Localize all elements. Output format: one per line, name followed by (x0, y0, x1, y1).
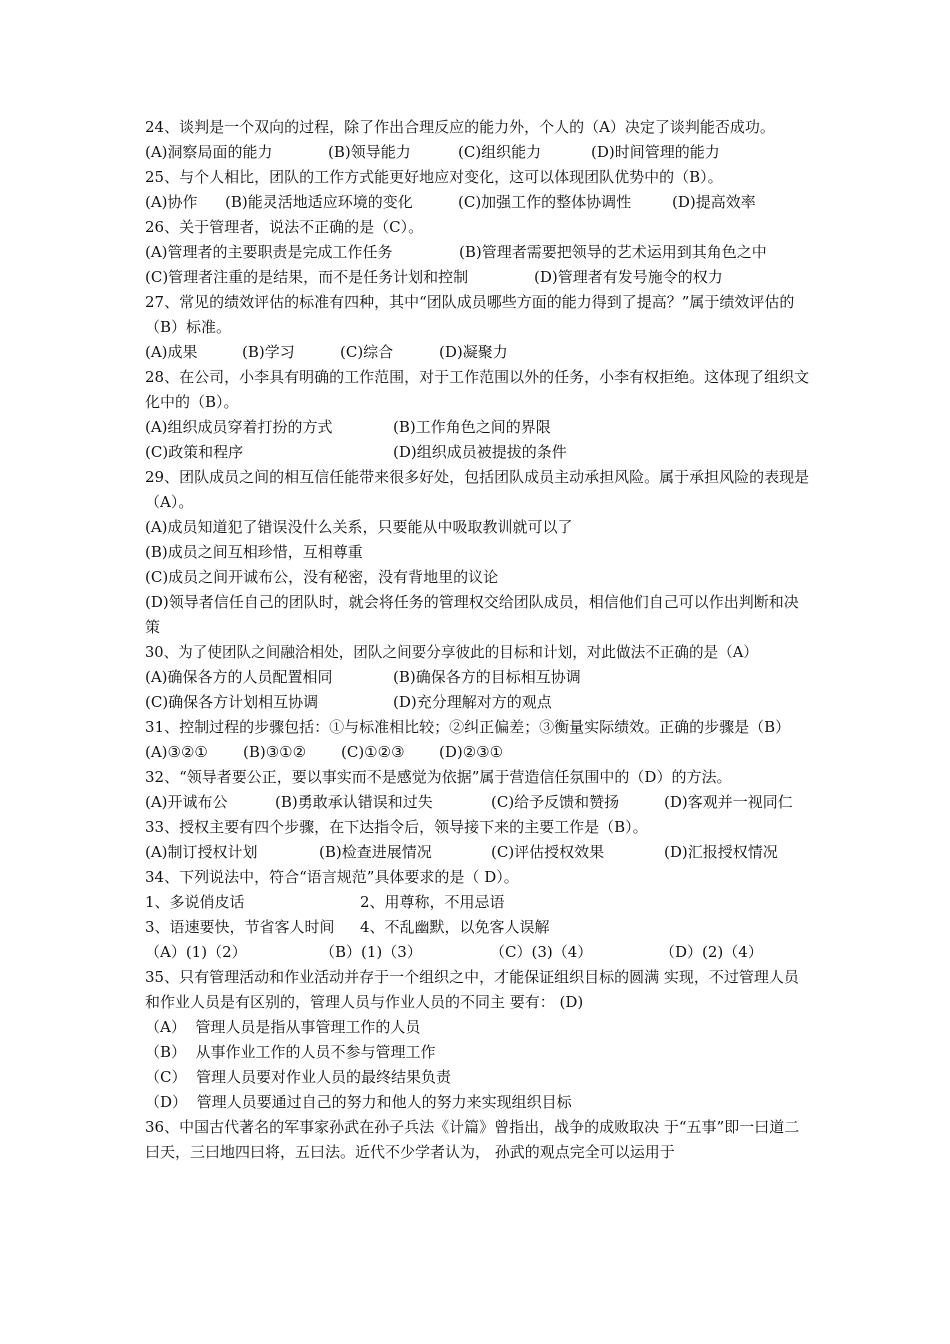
option-b: (B)检查进展情况 (319, 843, 432, 861)
option-row (145, 140, 810, 165)
option-b: (B)勇敢承认错误和过失 (275, 793, 433, 811)
option-row (145, 340, 810, 365)
option-a: (A)协作 (145, 193, 198, 211)
option-a: （A） 管理人员是指从事管理工作的人员 (145, 1018, 421, 1036)
option-b: (B)③①② (243, 743, 307, 761)
option-c: （C）(3)（4） (490, 943, 593, 961)
option-row (145, 240, 810, 265)
question-26 (145, 215, 810, 290)
option-row (145, 415, 810, 440)
option-d: (D)充分理解对方的观点 (393, 693, 552, 711)
option-d: （D） 管理人员要通过自己的努力和他人的努力来实现组织目标 (145, 1093, 572, 1111)
option-row (145, 440, 810, 465)
question-27 (145, 290, 810, 365)
option-row (145, 190, 810, 215)
question-stem: 35、只有管理活动和作业活动并存于一个组织之中，才能保证组织目标的圆满 实现，不过管理人员和作业人员是有区别的，管理人员与作业人员的不同主 要有： (D) (145, 968, 799, 1011)
option-c: (C)组织能力 (458, 143, 542, 161)
option-c: （C） 管理人员要对作业人员的最终结果负责 (145, 1068, 452, 1086)
option-row (145, 665, 810, 690)
question-30 (145, 640, 810, 715)
option-c: (C)①②③ (341, 743, 405, 761)
option-d: (D)提高效率 (672, 193, 756, 211)
question-35 (145, 965, 810, 1115)
question-stem: 28、在公司，小李具有明确的工作范围，对于工作范围以外的任务，小李有权拒绝。这体现了组织文化中的（B）。 (145, 368, 810, 411)
item-row (145, 890, 810, 915)
option-c: (C)评估授权效果 (491, 843, 605, 861)
option-b: (B)能灵活地适应环境的变化 (225, 193, 413, 211)
option-a: (A)③②① (145, 743, 208, 761)
question-stem: 31、控制过程的步骤包括：①与标准相比较；②纠正偏差；③衡量实际绩效。正确的步骤是（B） (145, 718, 791, 736)
question-stem: 34、下列说法中，符合“语言规范”具体要求的是（ D）。 (145, 868, 519, 886)
question-25 (145, 165, 810, 215)
option-a: (A)组织成员穿着打扮的方式 (145, 418, 333, 436)
option-c: (C)政策和程序 (145, 443, 244, 461)
option-d: (D)凝聚力 (439, 343, 508, 361)
question-stem: 33、授权主要有四个步骤，在下达指令后，领导接下来的主要工作是（B）。 (145, 818, 648, 836)
option-b: (B)管理者需要把领导的艺术运用到其角色之中 (459, 243, 767, 261)
question-33 (145, 815, 810, 865)
option-a: (A)成员知道犯了错误没什么关系，只要能从中吸取教训就可以了 (145, 518, 573, 536)
option-d: (D)时间管理的能力 (591, 143, 720, 161)
option-a: (A)制订授权计划 (145, 843, 258, 861)
option-c: (C)管理者注重的是结果，而不是任务计划和控制 (145, 268, 469, 286)
question-stem: 32、“领导者要公正，要以事实而不是感觉为依据”属于营造信任氛围中的（D）的方法。 (145, 768, 732, 786)
option-row (145, 265, 810, 290)
question-32 (145, 765, 810, 815)
option-d: （D）(2)（4） (660, 943, 763, 961)
option-a: （A）(1)（2） (145, 943, 247, 961)
option-a: (A)开诚布公 (145, 793, 228, 811)
question-29 (145, 465, 810, 640)
statement-4: 4、不乱幽默，以免客人误解 (360, 918, 550, 936)
option-b: (B)领导能力 (328, 143, 411, 161)
question-stem: 25、与个人相比，团队的工作方式能更好地应对变化，这可以体现团队优势中的（B）。 (145, 168, 723, 186)
item-row (145, 915, 810, 940)
option-c: (C)确保各方计划相互协调 (145, 693, 319, 711)
question-stem: 27、常见的绩效评估的标准有四种，其中“团队成员哪些方面的能力得到了提高？”属于绩效评估的（B）标准。 (145, 293, 795, 336)
option-row (145, 840, 810, 865)
option-c: (C)给予反馈和赞扬 (491, 793, 620, 811)
option-b: （B）(1)（3） (320, 943, 422, 961)
option-a: (A)确保各方的人员配置相同 (145, 668, 333, 686)
option-row (145, 690, 810, 715)
question-stem: 36、中国古代著名的军事家孙武在孙子兵法《计篇》曾指出，战争的成败取决 于“五事”即一曰道二曰天，三曰地四曰将，五曰法。近代不少学者认为， 孙武的观点完全可以运用于 (145, 1118, 800, 1161)
question-stem: 24、谈判是一个双向的过程，除了作出合理反应的能力外，个人的（A）决定了谈判能否成功。 (145, 118, 775, 136)
option-row (145, 790, 810, 815)
option-c: (C)综合 (340, 343, 394, 361)
option-b: (B)工作角色之间的界限 (393, 418, 551, 436)
statement-2: 2、用尊称，不用忌语 (360, 893, 505, 911)
question-31 (145, 715, 810, 765)
option-b: (B)学习 (242, 343, 295, 361)
question-36 (145, 1115, 810, 1165)
option-c: (C)加强工作的整体协调性 (458, 193, 632, 211)
option-row (145, 940, 810, 965)
option-a: (A)管理者的主要职责是完成工作任务 (145, 243, 393, 261)
question-stem: 26、关于管理者，说法不正确的是（C）。 (145, 218, 424, 236)
question-34 (145, 865, 810, 965)
statement-1: 1、多说俏皮话 (145, 893, 245, 911)
option-c: (C)成员之间开诚布公，没有秘密，没有背地里的议论 (145, 568, 499, 586)
question-24 (145, 115, 810, 165)
option-d: (D)汇报授权情况 (664, 843, 778, 861)
option-d: (D)②③① (439, 743, 504, 761)
statement-3: 3、语速要快，节省客人时间 (145, 918, 335, 936)
question-28 (145, 365, 810, 465)
option-b: (B)确保各方的目标相互协调 (393, 668, 581, 686)
option-b: （B） 从事作业工作的人员不参与管理工作 (145, 1043, 436, 1061)
question-stem: 29、团队成员之间的相互信任能带来很多好处，包括团队成员主动承担风险。属于承担风险的表现是（A）。 (145, 468, 810, 511)
option-d: (D)管理者有发号施令的权力 (534, 268, 723, 286)
question-stem: 30、为了使团队之间融洽相处，团队之间要分享彼此的目标和计划，对此做法不正确的是（A） (145, 644, 758, 661)
option-a: (A)成果 (145, 343, 198, 361)
option-d: (D)组织成员被提拔的条件 (393, 443, 567, 461)
option-b: (B)成员之间互相珍惜，互相尊重 (145, 543, 363, 561)
document-page (145, 115, 810, 1165)
option-d: (D)领导者信任自己的团队时，就会将任务的管理权交给团队成员，相信他们自己可以作出判断和决策 (145, 593, 799, 636)
option-row (145, 740, 810, 765)
option-d: (D)客观并一视同仁 (664, 793, 793, 811)
option-a: (A)洞察局面的能力 (145, 143, 273, 161)
